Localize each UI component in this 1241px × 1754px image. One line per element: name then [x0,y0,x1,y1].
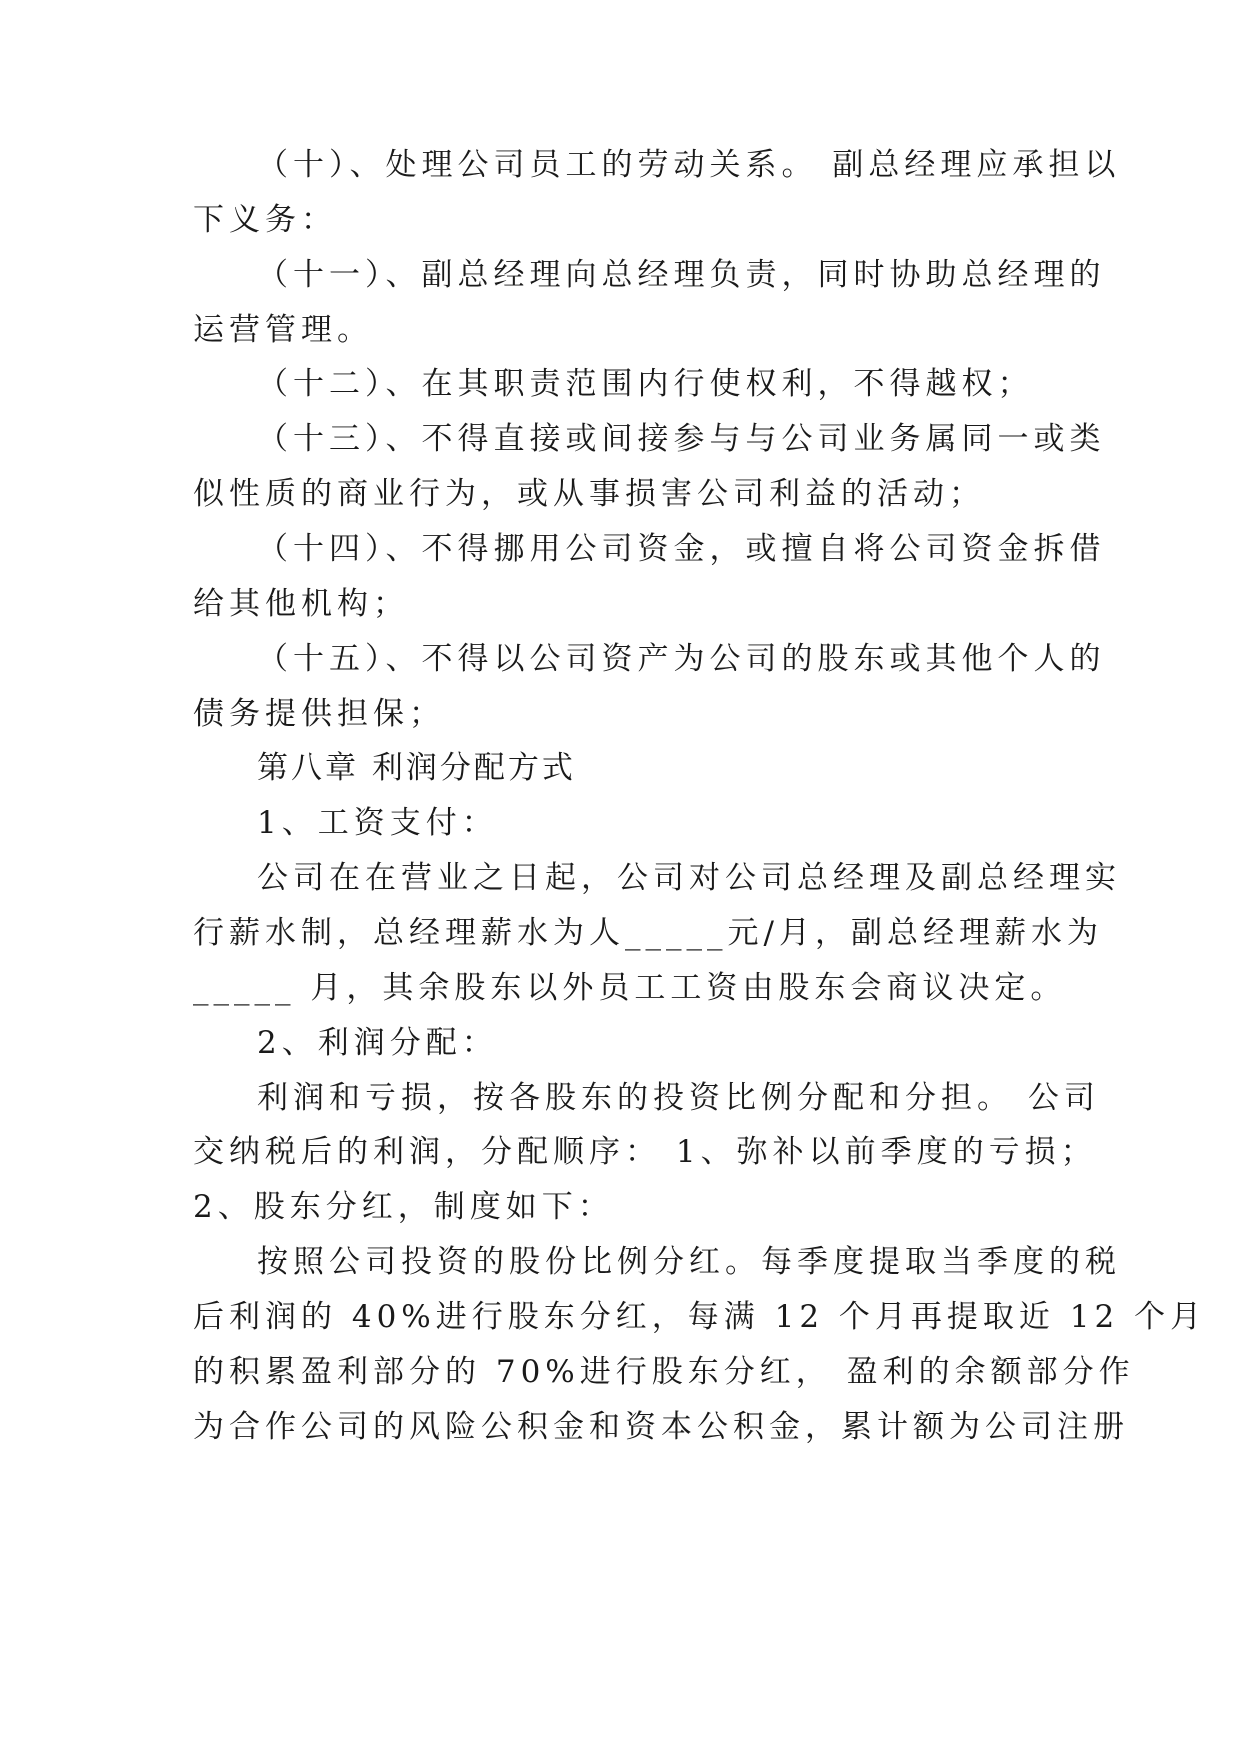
text-line: （十四）、不得挪用公司资金，或擅自将公司资金拆借 [257,531,1106,567]
text-line: （十）、处理公司员工的劳动关系。 副总经理应承担以 [257,147,1121,183]
text-line: 利润和亏损，按各股东的投资比例分配和分担。 公司 [257,1080,1100,1116]
text-line: 运营管理。 [193,312,373,348]
text-line: 下义务： [193,202,337,238]
text-line: 后利润的 40%进行股东分红，每满 12 个月再提取近 12 个月 [193,1299,1207,1335]
section-heading: 1、工资支付： [257,805,498,841]
text-line: 债务提供担保； [193,696,445,732]
text-line: 2、股东分红，制度如下： [193,1189,614,1225]
text-line: （十二）、在其职责范围内行使权利，不得越权； [257,366,1034,402]
text-line: 为合作公司的风险公积金和资本公积金，累计额为公司注册 [193,1409,1129,1445]
text-line: _____ 月，其余股东以外员工工资由股东会商议决定。 [193,970,1067,1006]
text-line: 似性质的商业行为，或从事损害公司利益的活动； [193,476,985,512]
text-line: （十一）、副总经理向总经理负责，同时协助总经理的 [257,257,1106,293]
chapter-heading: 第八章 利润分配方式 [257,750,576,786]
text-line: 行薪水制，总经理薪水为人_____元/月，副总经理薪水为 [193,915,1103,951]
text-line: （十五）、不得以公司资产为公司的股东或其他个人的 [257,641,1106,677]
section-heading: 2、利润分配： [257,1025,498,1061]
text-line: 给其他机构； [193,586,409,622]
text-line: 按照公司投资的股份比例分红。每季度提取当季度的税 [257,1244,1121,1280]
text-line: 的积累盈利部分的 70%进行股东分红， 盈利的余额部分作 [193,1354,1135,1390]
text-line: （十三）、不得直接或间接参与与公司业务属同一或类 [257,421,1106,457]
text-line: 交纳税后的利润，分配顺序： 1、弥补以前季度的亏损； [193,1134,1097,1170]
text-line: 公司在在营业之日起，公司对公司总经理及副总经理实 [257,860,1121,896]
